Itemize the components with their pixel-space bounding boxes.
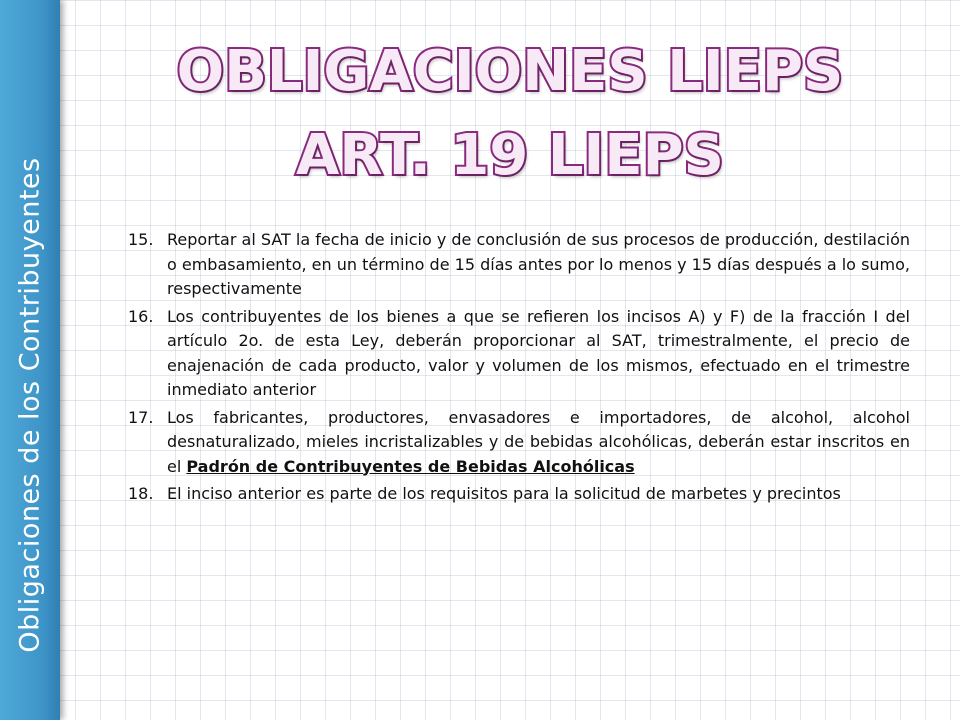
item-number: 16. bbox=[128, 306, 154, 326]
item-text-container bbox=[167, 406, 910, 480]
item-text: Los fabricantes, productores, envasadores e importadores, de alcohol, alcohol desnaturalizado, mieles incristalizables y de bebidas alcohólicas, deberán estar inscritos en el bbox=[167, 407, 910, 476]
list-item bbox=[128, 228, 910, 302]
padron-link[interactable]: Padrón de Contribuyentes de Bebidas Alcohólicas bbox=[186, 456, 635, 476]
list-item bbox=[128, 482, 910, 507]
sidebar-title: Obligaciones de los Contribuyentes bbox=[14, 157, 46, 653]
page-title-line-1: OBLIGACIONES LIEPS bbox=[176, 39, 844, 104]
item-number: 17. bbox=[128, 407, 154, 427]
sidebar bbox=[0, 0, 60, 720]
item-text: Reportar al SAT la fecha de inicio y de conclusión de sus procesos de producción, destilación o embasamiento, en un término de 15 días antes por lo menos y 15 días después a lo sumo, respectivamente bbox=[167, 230, 910, 298]
page-title-line-2: ART. 19 LIEPS bbox=[296, 123, 724, 188]
item-number: 18. bbox=[128, 484, 154, 503]
list-item bbox=[128, 305, 910, 403]
list-item bbox=[128, 406, 910, 480]
obligations-list bbox=[128, 228, 910, 510]
item-text: El inciso anterior es parte de los requisitos para la solicitud de marbetes y precintos bbox=[167, 484, 841, 503]
item-number: 15. bbox=[128, 230, 154, 249]
item-text: Los contribuyentes de los bienes a que se refieren los incisos A) y F) de la fracción I del artículo 2o. de esta Ley, deberán proporcionar al SAT, trimestralmente, el precio de enajenación de cada producto, valor y volumen de los mismos, efectuado en el trimestre inmediato anterior bbox=[167, 306, 910, 399]
